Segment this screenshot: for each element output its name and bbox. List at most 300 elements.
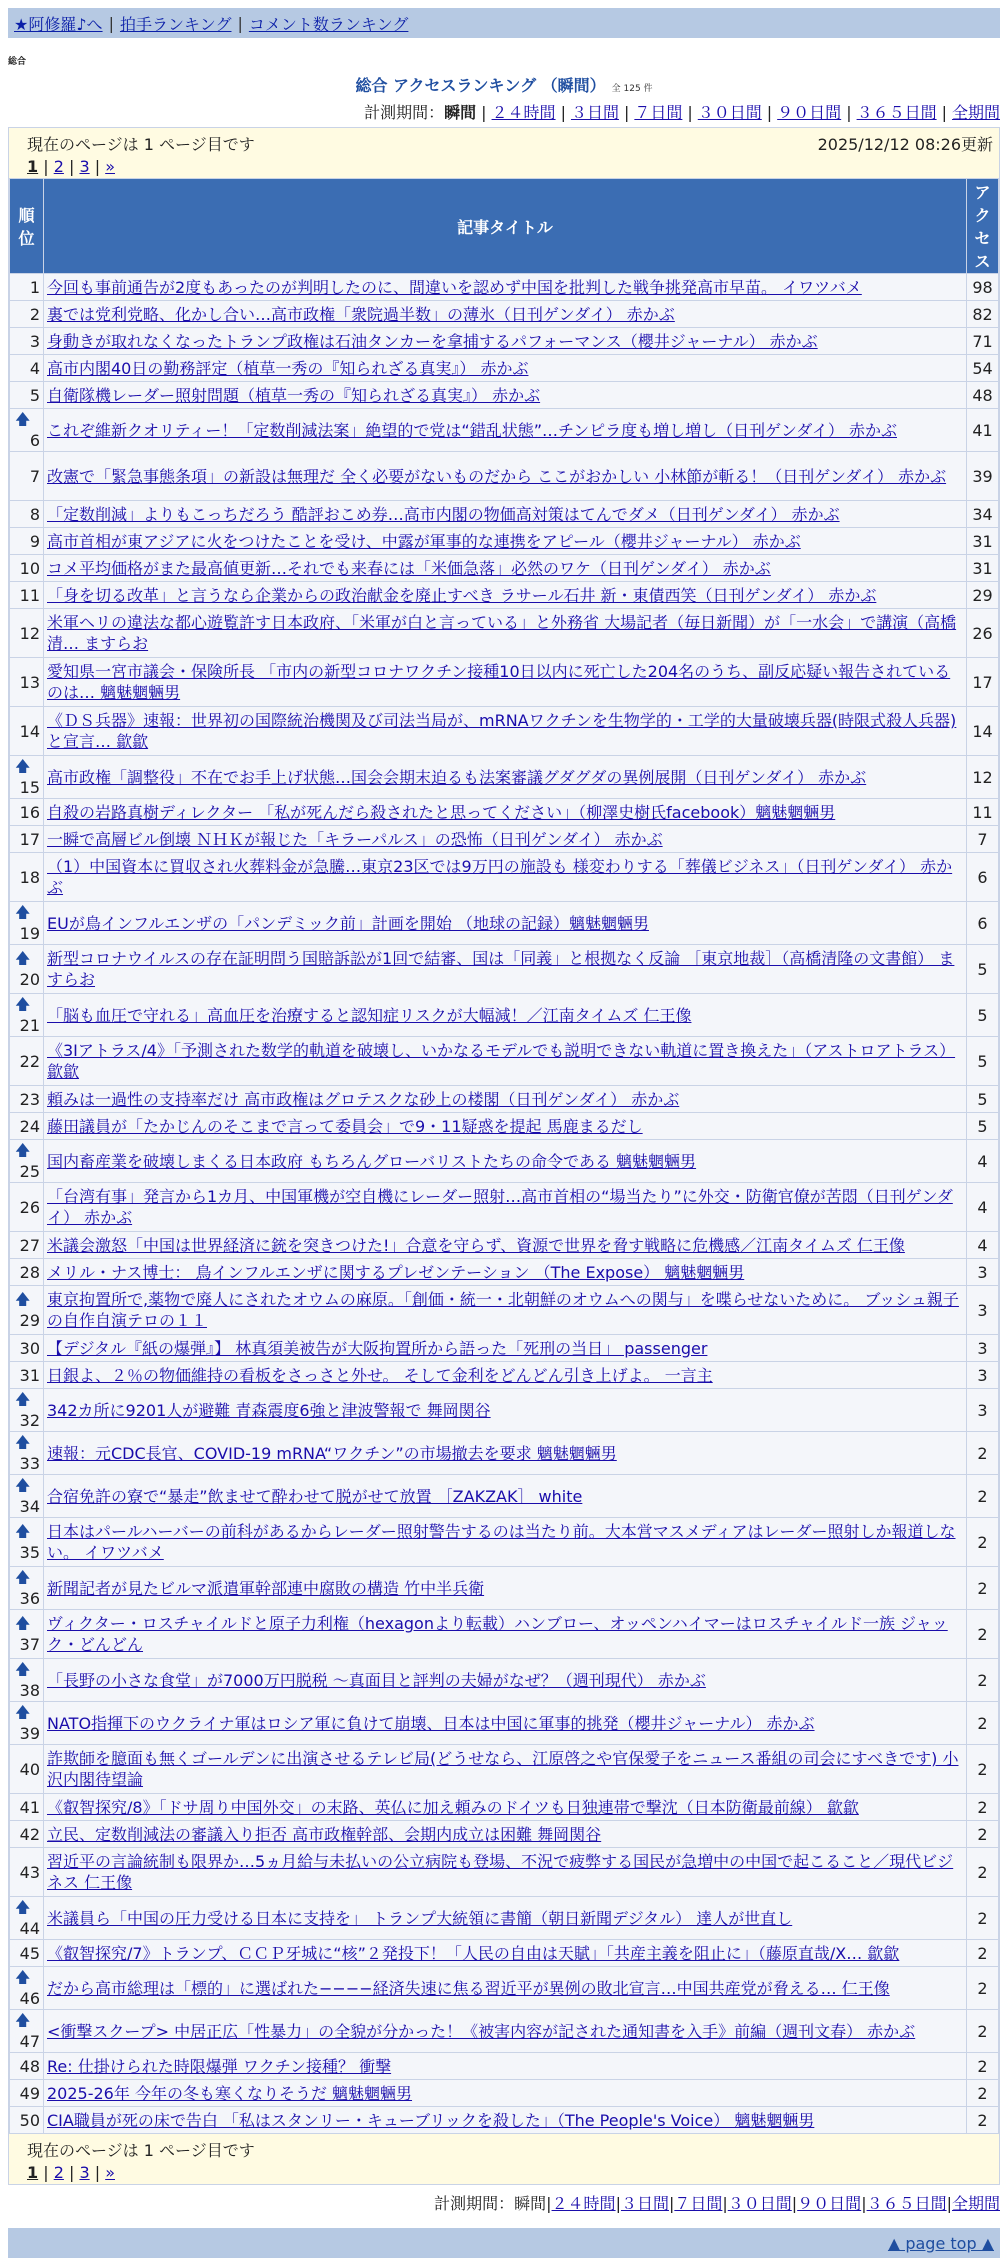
table-row: [10, 382, 999, 409]
updated-time: 2025/12/12 08:26更新: [817, 135, 993, 154]
access-count: 3: [967, 1259, 999, 1286]
access-count: 34: [967, 501, 999, 528]
rank-cell: [10, 2010, 44, 2053]
article-link[interactable]: 合宿免許の寮で“暴走”飲ませて酔わせて脱がせて放置 ［ZAKZAK］ white: [47, 1486, 583, 1506]
access-count: 26: [967, 609, 999, 658]
header-title: 記事タイトル: [44, 179, 967, 274]
rank-cell: [10, 2053, 44, 2080]
rank-number: 45: [19, 1943, 40, 1963]
title-cell: [44, 1794, 967, 1821]
rank-cell: [10, 328, 44, 355]
separator: |: [687, 103, 693, 122]
rank-cell: [10, 902, 44, 945]
rank-cell: [10, 2107, 44, 2134]
separator: |: [722, 2194, 728, 2213]
table-row: [10, 274, 999, 301]
article-link[interactable]: CIA職員が死の床で告白 「私はスタンリー・キューブリックを殺した」（The People's Voice） 魑魅魍魎男: [47, 2110, 815, 2130]
table-row: [10, 1113, 999, 1140]
rank-cell: [10, 1335, 44, 1362]
table-row: [10, 2107, 999, 2134]
bottom-period-6[interactable]: ３６５日間: [866, 2194, 947, 2213]
rank-cell: [10, 994, 44, 1037]
rank-number: 37: [19, 1635, 40, 1654]
next-page-link[interactable]: »: [105, 157, 115, 176]
access-count: 3: [967, 1389, 999, 1432]
access-count: 31: [967, 528, 999, 555]
table-row: [10, 1848, 999, 1897]
rank-number: 19: [19, 924, 40, 943]
title-cell: [44, 756, 967, 799]
article-link[interactable]: 【デジタル『紙の爆弾』】 林真須美被告が大阪拘置所から語った「死刑の当日」 passenger: [47, 1338, 708, 1358]
rank-cell: [10, 1086, 44, 1113]
rank-number: 50: [19, 2110, 40, 2130]
rank-cell: [10, 1475, 44, 1518]
rank-cell: [10, 409, 44, 452]
access-count: 2: [967, 1821, 999, 1848]
table-row: [10, 1518, 999, 1567]
table-row: [10, 1232, 999, 1259]
separator: |: [946, 2194, 952, 2213]
page-links: 1 | 2 | 3 | »: [27, 157, 115, 176]
separator: |: [108, 13, 114, 33]
table-row: [10, 902, 999, 945]
article-link[interactable]: 《3Iアトラス/4》「予測された数学的軌道を破壊し、いかなるモデルでも説明できない軌道に置き換えた」（アストロアトラス） 歙歙: [47, 1041, 956, 1081]
up-arrow-icon: 🡅: [15, 1390, 31, 1408]
rank-cell: [10, 1037, 44, 1086]
rank-number: 31: [19, 1365, 40, 1385]
rank-number: 2: [29, 304, 40, 324]
article-link[interactable]: 2025-26年 今年の冬も寒くなりそうだ 魑魅魍魎男: [47, 2083, 413, 2103]
access-count: 2: [967, 1475, 999, 1518]
table-row: [10, 1967, 999, 2010]
comment-ranking-link[interactable]: コメント数ランキング: [248, 14, 409, 34]
title-cell: [44, 382, 967, 409]
access-count: 17: [967, 658, 999, 707]
table-row: [10, 1335, 999, 1362]
rank-number: 30: [19, 1338, 40, 1358]
access-count: 4: [967, 1140, 999, 1183]
article-link[interactable]: 「長野の小さな食堂」が7000万円脱税 〜真面目と評判の夫婦がなぜ？（週刊現代） 赤かぶ: [47, 1670, 706, 1690]
article-link[interactable]: Re: 仕掛けられた時限爆弾 ワクチン接種？ 衝撃: [47, 2056, 392, 2076]
rank-number: 12: [19, 623, 40, 643]
rank-number: 15: [19, 778, 40, 797]
access-count: 54: [967, 355, 999, 382]
title-cell: [44, 1475, 967, 1518]
current-page: 1: [27, 157, 39, 176]
article-link[interactable]: 米議員ら「中国の圧力受ける日本に支持を」 トランプ大統領に書簡（朝日新聞デジタル） 達人が世直し: [47, 1908, 793, 1928]
access-count: 2: [967, 2053, 999, 2080]
rank-cell: [10, 1232, 44, 1259]
rank-cell: [10, 1432, 44, 1475]
page-link-2[interactable]: 2: [53, 157, 64, 176]
table-row: [10, 1140, 999, 1183]
rank-number: 1: [29, 277, 40, 297]
access-count: 2: [967, 1745, 999, 1794]
article-link[interactable]: 「台湾有事」発言から1カ月、中国軍機が空自機にレーダー照射…高市首相の“場当たり”に外交・防衛官僚が苦悶（日刊ゲンダイ） 赤かぶ: [47, 1187, 953, 1227]
rank-number: 5: [29, 385, 40, 405]
title-cell: [44, 1113, 967, 1140]
article-link[interactable]: 新型コロナウイルスの存在証明問う国賠訴訟が1回で結審、国は「同義」と根拠なく反論 ［東京地裁］（高橋清隆の文書館） ますらお: [47, 949, 955, 989]
header-rank: 順位: [10, 179, 44, 274]
up-arrow-icon: 🡅: [15, 1568, 31, 1586]
rank-cell: [10, 609, 44, 658]
article-link[interactable]: 愛知県一宮市議会・保険所長 「市内の新型コロナワクチン接種10日以内に死亡した204名のうち、副反応疑い報告されているのは… 魑魅魍魎男: [47, 662, 951, 702]
title-cell: [44, 1897, 967, 1940]
access-count: 2: [967, 1432, 999, 1475]
table-row: [10, 409, 999, 452]
table-row: [10, 582, 999, 609]
up-arrow-icon: 🡅: [15, 1433, 31, 1451]
current-page-text: 現在のページは 1 ページ目です: [27, 135, 255, 154]
table-row: [10, 1794, 999, 1821]
rank-number: 44: [19, 1919, 40, 1938]
title-cell: [44, 853, 967, 902]
access-count: 48: [967, 382, 999, 409]
up-arrow-icon: 🡅: [15, 1522, 31, 1540]
rank-number: 32: [19, 1411, 40, 1430]
up-arrow-icon: 🡅: [15, 949, 31, 967]
article-link[interactable]: 高市首相が東アジアに火をつけたことを受け、中露が軍事的な連携をアピール（櫻井ジャーナル） 赤かぶ: [47, 531, 801, 551]
access-count: 98: [967, 274, 999, 301]
title-cell: [44, 826, 967, 853]
article-link[interactable]: 今回も事前通告が2度もあったのが判明したのに、間違いを認めず中国を批判した戦争挑発高市早苗。 イワツバメ: [47, 277, 862, 297]
rank-cell: [10, 1848, 44, 1897]
bottom-period-7[interactable]: 全期間: [951, 2194, 1000, 2213]
article-link[interactable]: 一瞬で高層ビル倒壊 ＮＨＫが報じた「キラーパルス」の恐怖（日刊ゲンダイ） 赤かぶ: [47, 829, 663, 849]
article-link[interactable]: 速報：元CDC長官、COVID-19 mRNA“ワクチン”の市場撤去を要求 魑魅魍魎男: [47, 1443, 617, 1463]
top-period-3[interactable]: ７日間: [634, 103, 683, 122]
table-row: [10, 355, 999, 382]
article-link[interactable]: （1）中国資本に買収され火葬料金が急騰…東京23区では9万円の施設も 様変わりする「葬儀ビジネス」（日刊ゲンダイ） 赤かぶ: [47, 857, 953, 897]
access-count: 2: [967, 1848, 999, 1897]
article-link[interactable]: 国内畜産業を破壊しまくる日本政府 もちろんグローバリストたちの命令である 魑魅魍魎男: [47, 1151, 697, 1171]
rank-cell: [10, 582, 44, 609]
table-row: [10, 555, 999, 582]
page-link-3[interactable]: 3: [79, 2163, 90, 2182]
rank-cell: [10, 945, 44, 994]
article-link[interactable]: 自殺の岩路真樹ディレクター 「私が死んだら殺されたと思ってください」（柳澤史樹氏facebook）魑魅魍魎男: [47, 802, 836, 822]
table-row: [10, 1259, 999, 1286]
article-link[interactable]: 「脳も血圧で守れる」高血圧を治療すると認知症リスクが大幅減！／江南タイムズ 仁王像: [47, 1005, 692, 1025]
access-count: 2: [967, 1567, 999, 1610]
top-period-0: 瞬間: [444, 103, 477, 122]
rank-cell: [10, 1940, 44, 1967]
title-cell: [44, 1037, 967, 1086]
article-link[interactable]: 裏では党利党略、化かし合い…高市政権「衆院過半数」の薄氷（日刊ゲンダイ） 赤かぶ: [47, 304, 675, 324]
rank-cell: [10, 501, 44, 528]
rank-number: 13: [19, 672, 40, 692]
article-link[interactable]: 東京拘置所で,薬物で廃人にされたオウムの麻原。「創価・統一・北朝鮮のオウムへの関与」を喋らせないために。 ブッシュ親子の自作自演テロの１１: [47, 1290, 959, 1330]
table-row: [10, 1475, 999, 1518]
bottom-period-4[interactable]: ３０日間: [727, 2194, 792, 2213]
article-link[interactable]: 藤田議員が「たかじんのそこまで言って委員会」で9・11疑惑を提起 馬鹿まるだし: [47, 1116, 643, 1136]
title-cell: [44, 1967, 967, 2010]
table-row: [10, 1286, 999, 1335]
rank-number: 10: [19, 558, 40, 578]
home-link[interactable]: ★阿修羅♪へ: [14, 14, 103, 34]
article-link[interactable]: 342カ所に9201人が避難 青森震度6強と津波警報で 舞岡関谷: [47, 1400, 491, 1420]
page-link-3[interactable]: 3: [79, 157, 90, 176]
separator: |: [941, 103, 947, 122]
access-count: 2: [967, 1897, 999, 1940]
top-period-1[interactable]: ２４時間: [491, 103, 556, 122]
title-cell: [44, 658, 967, 707]
top-period-7[interactable]: 全期間: [951, 103, 1000, 122]
access-count: 2: [967, 1702, 999, 1745]
article-link[interactable]: これぞ維新クオリティー！「定数削減法案」絶望的で党は“錯乱状態”…チンピラ度も増し増し（日刊ゲンダイ） 赤かぶ: [47, 420, 897, 440]
rank-number: 40: [19, 1759, 40, 1779]
title-cell: [44, 609, 967, 658]
bottom-period-1[interactable]: ２４時間: [551, 2194, 616, 2213]
separator: |: [237, 13, 243, 33]
rank-cell: [10, 2080, 44, 2107]
up-arrow-icon: 🡅: [15, 1141, 31, 1159]
rank-cell: [10, 355, 44, 382]
rank-cell: [10, 707, 44, 756]
article-link[interactable]: 身動きが取れなくなったトランプ政権は石油タンカーを拿捕するパフォーマンス（櫻井ジャーナル） 赤かぶ: [47, 331, 818, 351]
table-row: [10, 1659, 999, 1702]
article-link[interactable]: 日本はパールハーバーの前科があるからレーダー照射警告するのは当たり前。大本営マスメディアはレーダー照射しか報道しない。 イワツバメ: [47, 1522, 956, 1562]
rank-cell: [10, 658, 44, 707]
article-link[interactable]: EUが鳥インフルエンザの「パンデミック前」計画を開始 （地球の記録）魑魅魍魎男: [47, 913, 649, 933]
title-cell: [44, 1940, 967, 1967]
title-cell: [44, 582, 967, 609]
rank-cell: [10, 1821, 44, 1848]
title-cell: [44, 1286, 967, 1335]
bottom-period-3[interactable]: ７日間: [674, 2194, 723, 2213]
separator: |: [766, 103, 773, 122]
table-row: [10, 1702, 999, 1745]
separator: |: [846, 103, 852, 122]
table-row: [10, 1745, 999, 1794]
rank-number: 42: [19, 1824, 40, 1844]
table-row: [10, 658, 999, 707]
article-link[interactable]: 《ＤＳ兵器》速報：世界初の国際統治機関及び司法当局が、mRNAワクチンを生物学的・工学的大量破壊兵器(時限式殺人兵器)と宣言… 歙歙: [47, 711, 957, 751]
article-link[interactable]: 頼みは一過性の支持率だけ 高市政権はグロテスクな砂上の楼閣（日刊ゲンダイ） 赤かぶ: [47, 1089, 680, 1109]
table-row: [10, 2053, 999, 2080]
access-count: 5: [967, 945, 999, 994]
table-row: [10, 1567, 999, 1610]
article-link[interactable]: ヴィクター・ロスチャイルドと原子力利権（hexagonより転載）ハンブロー、オッペンハイマーはロスチャイルド一族 ジャック・どんどん: [47, 1614, 948, 1654]
period-label: 計測期間：: [434, 2194, 515, 2213]
table-row: [10, 1610, 999, 1659]
up-arrow-icon: 🡅: [15, 1703, 31, 1721]
rank-cell: [10, 452, 44, 501]
rank-number: 35: [19, 1543, 40, 1562]
top-period-6[interactable]: ３６５日間: [856, 103, 937, 122]
title-cell: [44, 1389, 967, 1432]
rank-number: 20: [19, 970, 40, 989]
separator: |: [791, 2194, 798, 2213]
rank-number: 21: [19, 1016, 40, 1035]
title-cell: [44, 994, 967, 1037]
table-row: [10, 826, 999, 853]
title-cell: [44, 1702, 967, 1745]
title-cell: [44, 328, 967, 355]
rank-number: 7: [29, 466, 40, 486]
access-count: 11: [967, 799, 999, 826]
rank-cell: [10, 1659, 44, 1702]
title-cell: [44, 1183, 967, 1232]
top-period-2[interactable]: ３日間: [570, 103, 619, 122]
up-arrow-icon: 🡅: [15, 1476, 31, 1494]
separator: |: [481, 103, 487, 122]
title-cell: [44, 902, 967, 945]
header-access: アクセス: [967, 179, 999, 274]
article-link[interactable]: 新聞記者が見たビルマ派遣軍幹部連中腐敗の構造 竹中半兵衛: [47, 1578, 485, 1598]
rank-cell: [10, 1140, 44, 1183]
title-cell: [44, 1567, 967, 1610]
clap-ranking-link[interactable]: 拍手ランキング: [119, 14, 232, 34]
article-link[interactable]: <衝撃スクープ> 中居正広「性暴力」の全貌が分かった！《被害内容が記された通知書を入手》前編（週刊文春） 赤かぶ: [47, 2021, 916, 2041]
article-link[interactable]: 米軍ヘリの違法な都心遊覧許す日本政府、「米軍が白と言っている」と外務省 大場記者（毎日新聞）が「一水会」で講演（高橋清… ますらお: [47, 613, 957, 653]
up-arrow-icon: 🡅: [15, 1968, 31, 1986]
rank-number: 38: [19, 1681, 40, 1700]
article-link[interactable]: 高市内閣40日の勤務評定（植草一秀の『知られざる真実』） 赤かぶ: [47, 358, 529, 378]
table-row: [10, 799, 999, 826]
access-count: 2: [967, 1794, 999, 1821]
article-link[interactable]: 改憲で「緊急事態条項」の新設は無理だ 全く必要がないものだから ここがおかしい 小林節が斬る！（日刊ゲンダイ） 赤かぶ: [47, 466, 947, 486]
article-link[interactable]: 高市政権「調整役」不在でお手上げ状態…国会会期末迫るも法案審議グダグダの異例展開（日刊ゲンダイ） 赤かぶ: [47, 767, 867, 787]
ranking-table: [9, 178, 999, 2134]
table-row: [10, 301, 999, 328]
rank-number: 29: [19, 1311, 40, 1330]
page-link-2[interactable]: 2: [53, 2163, 64, 2182]
article-link[interactable]: 米議会激怒「中国は世界経済に銃を突きつけた!」合意を守らず、資源で世界を脅す戦略に危機感／江南タイムズ 仁王像: [47, 1235, 905, 1255]
rank-number: 48: [19, 2056, 40, 2076]
up-arrow-icon: 🡅: [15, 410, 31, 428]
top-nav: [8, 8, 1000, 38]
table-row: [10, 994, 999, 1037]
title-cell: [44, 555, 967, 582]
table-row: [10, 1940, 999, 1967]
next-page-link[interactable]: »: [105, 2163, 115, 2182]
rank-number: 22: [19, 1051, 40, 1071]
rank-cell: [10, 1567, 44, 1610]
article-link[interactable]: 「身を切る改革」と言うなら企業からの政治献金を廃止すべき ラサール石井 新・東債西笑（日刊ゲンダイ） 赤かぶ: [47, 585, 877, 605]
article-link[interactable]: 《叡智探究/8》「ドサ周り中国外交」の末路、英仏に加え頼みのドイツも日独連帯で撃沈（日本防衛最前線） 歙歙: [47, 1797, 859, 1817]
article-link[interactable]: 《叡智探究/7》トランプ、ＣＣＰ牙城に“核”２発投下！「人民の自由は天賦」「共産主義を阻止に」（藤原直哉/X… 歙歙: [47, 1943, 900, 1963]
article-link[interactable]: 自衛隊機レーダー照射問題（植草一秀の『知られざる真実』） 赤かぶ: [47, 385, 541, 405]
access-count: 7: [967, 826, 999, 853]
rank-cell: [10, 382, 44, 409]
ranking-title: [0, 73, 1008, 96]
page-top-link[interactable]: ▲ page top ▲: [887, 2233, 994, 2253]
access-count: 2: [967, 1940, 999, 1967]
access-count: 2: [967, 2080, 999, 2107]
period-selector-top: [8, 100, 1000, 123]
rank-number: 16: [19, 802, 40, 822]
rank-number: 26: [19, 1197, 40, 1217]
access-count: 41: [967, 409, 999, 452]
title-cell: [44, 2107, 967, 2134]
up-arrow-icon: 🡅: [15, 903, 31, 921]
up-arrow-icon: 🡅: [15, 1660, 31, 1678]
ranking-panel: [8, 127, 1000, 2185]
separator: |: [546, 2194, 552, 2213]
rank-cell: [10, 853, 44, 902]
rank-cell: [10, 1518, 44, 1567]
rank-number: 47: [19, 2032, 40, 2051]
title-cell: [44, 707, 967, 756]
article-link[interactable]: だから高市総理は「標的」に選ばれた−−−−経済失速に焦る習近平が異例の敗北宣言…中国共産党が脅える… 仁王像: [47, 1978, 890, 1998]
bottom-period-5[interactable]: ９０日間: [797, 2194, 862, 2213]
top-period-4[interactable]: ３０日間: [697, 103, 762, 122]
rank-number: 39: [19, 1724, 40, 1743]
article-link[interactable]: 日銀よ、２％の物価維持の看板をさっさと外せ。 そして金利をどんどん引き上げよ。 一言主: [47, 1365, 713, 1385]
rank-number: 17: [19, 829, 40, 849]
access-count: 3: [967, 1362, 999, 1389]
ranking-title-text: 総合 アクセスランキング （瞬間）: [355, 76, 606, 95]
table-row: [10, 707, 999, 756]
article-link[interactable]: 立民、定数削減法の審議入り拒否 高市政権幹部、会期内成立は困難 舞岡関谷: [47, 1824, 602, 1844]
access-count: 3: [967, 1286, 999, 1335]
access-count: 5: [967, 1113, 999, 1140]
access-count: 2: [967, 1610, 999, 1659]
rank-cell: [10, 756, 44, 799]
section-label: 総合: [8, 57, 27, 67]
title-cell: [44, 1659, 967, 1702]
separator: |: [623, 103, 630, 122]
rank-number: 46: [19, 1989, 40, 2008]
bottom-period-2[interactable]: ３日間: [620, 2194, 669, 2213]
up-arrow-icon: 🡅: [15, 1898, 31, 1916]
title-cell: [44, 1518, 967, 1567]
access-count: 2: [967, 2107, 999, 2134]
footer-bar: [8, 2228, 1000, 2258]
article-link[interactable]: 詐欺師を臆面も無くゴールデンに出演させるテレビ局(どうせなら、江原啓之や官保愛子をニュース番組の司会にすべきです) 小沢内閣待望論: [47, 1749, 959, 1789]
table-row: [10, 609, 999, 658]
table-row: [10, 452, 999, 501]
table-row: [10, 1362, 999, 1389]
top-period-5[interactable]: ９０日間: [777, 103, 842, 122]
access-count: 12: [967, 756, 999, 799]
article-link[interactable]: コメ平均価格がまた最高値更新…それでも来春には「米価急落」必然のワケ（日刊ゲンダイ） 赤かぶ: [47, 558, 771, 578]
rank-cell: [10, 1702, 44, 1745]
table-row: [10, 2010, 999, 2053]
title-cell: [44, 1232, 967, 1259]
rank-number: 9: [29, 531, 40, 551]
access-count: 2: [967, 1659, 999, 1702]
title-cell: [44, 2010, 967, 2053]
rank-number: 25: [19, 1162, 40, 1181]
rank-cell: [10, 1794, 44, 1821]
article-link[interactable]: 習近平の言論統制も限界か…5ヵ月給与未払いの公立病院も登場、不況で疲弊する国民が急増中の中国で起こること／現代ビジネス 仁王像: [47, 1852, 954, 1892]
article-link[interactable]: NATO指揮下のウクライナ軍はロシア軍に負けて崩壊、日本は中国に軍事的挑発（櫻井ジャーナル） 赤かぶ: [47, 1713, 815, 1733]
separator: |: [668, 2194, 675, 2213]
access-count: 5: [967, 1086, 999, 1113]
rank-number: 33: [19, 1454, 40, 1473]
article-link[interactable]: 「定数削減」よりもこっちだろう 酷評おこめ券…高市内閣の物価高対策はてんでダメ（日刊ゲンダイ） 赤かぶ: [47, 504, 840, 524]
rank-cell: [10, 1286, 44, 1335]
rank-number: 49: [19, 2083, 40, 2103]
article-link[interactable]: メリル・ナス博士： 鳥インフルエンザに関するプレゼンテーション （The Expose） 魑魅魍魎男: [47, 1262, 745, 1282]
current-page: 1: [27, 2163, 39, 2182]
rank-number: 6: [29, 431, 40, 450]
rank-number: 41: [19, 1797, 40, 1817]
pager-bottom: [9, 2134, 999, 2184]
table-row: [10, 1389, 999, 1432]
up-arrow-icon: 🡅: [15, 2011, 31, 2029]
table-row: [10, 528, 999, 555]
title-cell: [44, 1745, 967, 1794]
table-row: [10, 1086, 999, 1113]
up-arrow-icon: 🡅: [15, 757, 31, 775]
title-cell: [44, 409, 967, 452]
rank-number: 18: [19, 867, 40, 887]
access-count: 82: [967, 301, 999, 328]
rank-cell: [10, 1183, 44, 1232]
